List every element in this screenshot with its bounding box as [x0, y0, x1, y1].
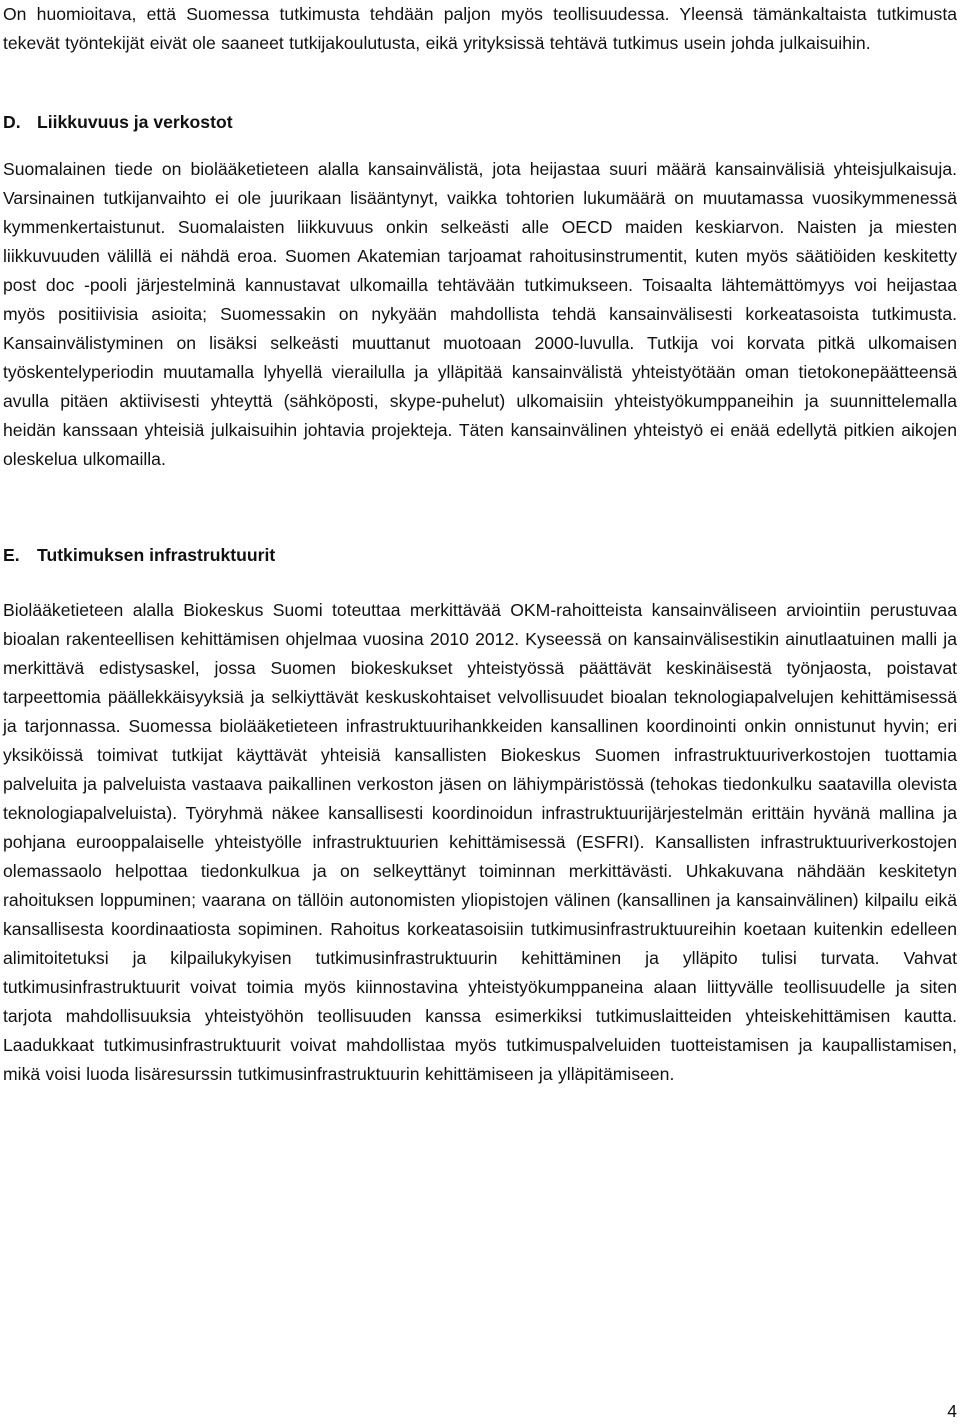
section-d-paragraph: Suomalainen tiede on biolääketieteen alalla kansainvälistä, jota heijastaa suuri määrä kansainvälisiä yhteisjulkaisuja. Varsinainen tutkijanvaihto ei ole juurikaan lisääntynyt, vaikka tohtorien lukumäärä on muutamassa vuosikymmenessä kymmenkertaistunut. Suomalaisten liikkuvuus onkin selkeästi alle OECD maiden keskiarvon. Naisten ja miesten liikkuvuuden välillä ei nähdä eroa. Suomen Akatemian tarjoamat rahoitusinstrumentit, kuten myös säätiöiden keskitetty post doc -pooli järjestelminä kannustavat ulkomailla tehtävään tutkimukseen. Toisaalta lähtemättömyys voi heijastaa myös positiivisia asioita; Suomessakin on nykyään mahdollista tehdä kansainvälisesti korkeatasoista tutkimusta. Kansainvälistyminen on lisäksi selkeästi muuttanut muotoaan 2000-luvulla. Tutkija voi korvata pitkä ulkomaisen työskentelyperiodin muutamalla lyhyellä vierailulla ja ylläpitää kansainvälistä yhteistyötään oman tietokonepäätteensä avulla pitäen aktiivisesti yhteyttä (sähköposti, skype-puhelut) ulkomaisiin yhteistyökumppaneihin ja suunnittelemalla heidän kanssaan yhteisiä julkaisuihin johtavia projekteja. Täten kansainvälinen yhteistyö ei enää edellytä pitkien aikojen oleskelua ulkomailla. [3, 159, 957, 469]
section-e-number: E. [3, 545, 20, 565]
section-d-heading [3, 108, 957, 137]
section-e-heading [3, 541, 957, 570]
section-e-paragraph: Biolääketieteen alalla Biokeskus Suomi toteuttaa merkittävää OKM-rahoitteista kansainväliseen arviointiin perustuvaa bioalan rakenteellisen kehittämisen ohjelmaa vuosina 2010 2012. Kyseessä on kansainvälisestikin ainutlaatuinen malli ja merkittävä edistysaskel, jossa Suomen biokeskukset yhteistyössä päättävät keskinäisestä työnjaosta, poistavat tarpeettomia päällekkäisyyksiä ja selkiyttävät keskuskohtaiset velvollisuudet bioalan teknologiapalvelujen kehittämisessä ja tarjonnassa. Suomessa biolääketieteen infrastruktuurihankkeiden kansallinen koordinointi onkin onnistunut hyvin; eri yksiköissä toimivat tutkijat käyttävät yhteisiä kansallisten Biokeskus Suomen infrastruktuuriverkostojen tuottamia palveluita ja palveluista vastaava paikallinen verkoston jäsen on lähiympäristössä (tehokas tiedonkulku saatavilla olevista teknologiapalveluista). Työryhmä näkee kansallisesti koordinoidun infrastruktuurijärjestelmän erittäin hyvänä mallina ja pohjana eurooppalaiselle yhteistyölle infrastruktuurien kehittämisessä (ESFRI). Kansallisten infrastruktuuriverkostojen olemassaolo helpottaa tiedonkulkua ja on selkeyttänyt toiminnan merkittävästi. Uhkakuvana nähdään keskitetyn rahoituksen loppuminen; vaarana on tällöin autonomisten yliopistojen välinen (kansallinen ja kansainvälinen) kilpailu eikä kansallisesta koordinaatiosta sopiminen. Rahoitus korkeatasoisiin tutkimusinfrastruktuureihin koetaan kuitenkin edelleen alimitoitetuksi ja kilpailukykyisen tutkimusinfrastruktuurin kehittäminen ja ylläpito tulisi turvata. Vahvat tutkimusinfrastruktuurit voivat toimia myös kiinnostavina yhteistyökumppaneina alaan liittyvälle teollisuudelle ja siten tarjota mahdollisuuksia yhteistyöhön teollisuuden kanssa esimerkiksi tutkimuslaitteiden yhteiskehittämisen kautta. Laadukkaat tutkimusinfrastruktuurit voivat mahdollistaa myös tutkimuspalveluiden tuotteistamisen ja kaupallistamisen, mikä voisi luoda lisäresurssin tutkimusinfrastruktuurin kehittämiseen ja ylläpitämiseen. [3, 600, 957, 1084]
section-d-title: Liikkuvuus ja verkostot [37, 112, 233, 132]
section-e-title: Tutkimuksen infrastruktuurit [37, 545, 276, 565]
intro-paragraph: On huomioitava, että Suomessa tutkimusta tehdään paljon myös teollisuudessa. Yleensä tämänkaltaista tutkimusta tekevät työntekijät eivät ole saaneet tutkijakoulutusta, eikä yrityksissä tehtävä tutkimus usein johda julkaisuihin. [3, 4, 957, 53]
section-d-number: D. [3, 112, 21, 132]
page-number: 4 [947, 1401, 957, 1421]
document-page [3, 0, 957, 1089]
